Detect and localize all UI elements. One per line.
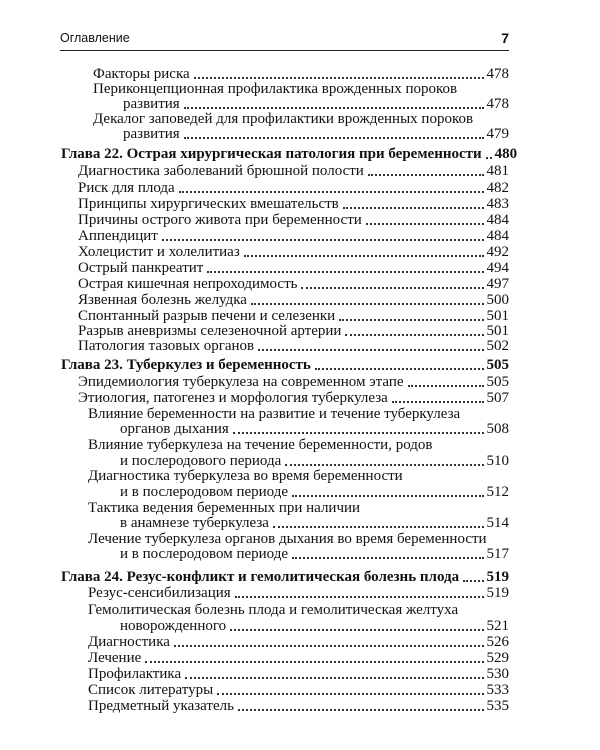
toc-entry-title: Эпидемиология туберкулеза на современном этапе xyxy=(78,374,404,390)
toc-entry-page: 519 xyxy=(486,585,509,601)
toc-entry-title: Острая кишечная непроходимость xyxy=(78,276,298,292)
toc-chapter-title: Глава 24. Резус-конфликт и гемолитическая болезнь плода xyxy=(61,569,460,585)
toc-entry-page: 494 xyxy=(486,260,509,276)
toc-entry-title: Диагностика туберкулеза во время беременности xyxy=(88,468,403,484)
toc-entry xyxy=(78,162,509,180)
toc-entry-title-continuation: в анамнезе туберкулеза xyxy=(120,515,269,531)
toc-entry xyxy=(88,697,509,715)
toc-entry-title: Лечение туберкулеза органов дыхания во время беременности xyxy=(88,531,487,547)
leader-dots xyxy=(184,136,484,139)
toc-entry-page: 512 xyxy=(486,484,509,500)
toc-entry-title: Декалог заповедей для профилактики врожденных пороков xyxy=(93,111,474,127)
toc-entry-title: Лечение xyxy=(88,650,142,666)
leader-dots xyxy=(145,660,483,663)
toc-entry-page: 484 xyxy=(486,228,509,244)
toc-entry-title-continuation: и послеродового периода xyxy=(120,453,282,469)
leader-dots xyxy=(207,270,483,273)
toc-entry-page: 492 xyxy=(486,244,509,260)
toc-entry-title-continuation: и в послеродовом периоде xyxy=(120,546,289,562)
leader-dots xyxy=(292,556,483,559)
toc-entry xyxy=(120,545,509,563)
toc-entry-page: 510 xyxy=(486,453,509,469)
leader-dots xyxy=(392,400,484,403)
toc-entry-title: Этиология, патогенез и морфология туберкулеза xyxy=(78,390,388,406)
toc-entry-title: Риск для плода xyxy=(78,180,175,196)
leader-dots xyxy=(345,333,483,336)
leader-dots xyxy=(174,644,484,647)
page-number: 7 xyxy=(501,30,509,46)
toc-entry-page: 526 xyxy=(486,634,509,650)
leader-dots xyxy=(486,156,492,159)
toc-entry-page: 500 xyxy=(486,292,509,308)
toc-entry-title: Профилактика xyxy=(88,666,182,682)
leader-dots xyxy=(194,76,484,79)
leader-dots xyxy=(233,431,484,434)
leader-dots xyxy=(292,494,483,497)
leader-dots xyxy=(408,384,484,387)
toc-entry-title: Влияние беременности на развитие и течение туберкулеза xyxy=(88,406,461,422)
toc-entry-title: Острый панкреатит xyxy=(78,260,204,276)
toc-entry-title: Периконцепционная профилактика врожденных пороков xyxy=(93,81,458,97)
toc-entry-title-continuation: органов дыхания xyxy=(120,421,229,437)
toc-entry-page: 505 xyxy=(486,357,509,373)
leader-dots xyxy=(235,595,484,598)
toc-entry-page: 507 xyxy=(486,390,509,406)
leader-dots xyxy=(179,190,484,193)
toc-chapter-entry xyxy=(61,356,509,374)
toc-entry-page: 508 xyxy=(486,421,509,437)
leader-dots xyxy=(251,302,484,305)
toc-entry-page: 530 xyxy=(486,666,509,682)
toc-entry-page: 501 xyxy=(486,308,509,324)
toc-entry-title: Факторы риска xyxy=(93,66,190,82)
leader-dots xyxy=(258,348,483,351)
toc-entry-page: 535 xyxy=(486,698,509,714)
toc-entry xyxy=(123,125,509,143)
toc-entry-page: 517 xyxy=(486,546,509,562)
leader-dots xyxy=(315,367,484,370)
toc-entry-page: 529 xyxy=(486,650,509,666)
running-header-title: Оглавление xyxy=(60,31,130,45)
leader-dots xyxy=(366,222,484,225)
toc-entry-title: Язвенная болезнь желудка xyxy=(78,292,247,308)
toc-entry-title: Гемолитическая болезнь плода и гемолитическая желтуха xyxy=(88,602,459,618)
toc-entry-title: Предметный указатель xyxy=(88,698,234,714)
leader-dots xyxy=(244,254,484,257)
toc-entry-title: Влияние туберкулеза на течение беременности, родов xyxy=(88,437,433,453)
toc-chapter-title: Глава 22. Острая хирургическая патология при беременности xyxy=(61,146,482,162)
toc-entry-title-continuation: и в послеродовом периоде xyxy=(120,484,289,500)
toc-entry-title: Причины острого живота при беременности xyxy=(78,212,362,228)
toc-entry-title: Принципы хирургических вмешательств xyxy=(78,196,339,212)
toc-entry-page: 479 xyxy=(486,126,509,142)
toc-entry-title: Патология тазовых органов xyxy=(78,338,255,354)
toc-entry-title: Список литературы xyxy=(88,682,214,698)
leader-dots xyxy=(185,676,483,679)
leader-dots xyxy=(162,238,484,241)
toc-entry-page: 497 xyxy=(486,276,509,292)
toc-entry-page: 483 xyxy=(486,196,509,212)
leader-dots xyxy=(339,318,483,321)
toc-entry-page: 533 xyxy=(486,682,509,698)
toc-entry-page: 519 xyxy=(486,569,509,585)
toc-entry-page: 478 xyxy=(486,96,509,112)
toc-entry-page: 505 xyxy=(486,374,509,390)
toc-entry-title: Резус-сенсибилизация xyxy=(88,585,231,601)
toc-entry-title-continuation: развития xyxy=(123,96,180,112)
toc-entry-page: 478 xyxy=(486,66,509,82)
toc-entry-title: Диагностика xyxy=(88,634,170,650)
toc-chapter-title: Глава 23. Туберкулез и беременность xyxy=(61,357,311,373)
toc-entry-title: Разрыв аневризмы селезеночной артерии xyxy=(78,323,342,339)
toc-chapter-entry xyxy=(61,145,518,163)
leader-dots xyxy=(273,525,484,528)
toc-entry-title: Аппендицит xyxy=(78,228,158,244)
leader-dots xyxy=(230,628,483,631)
toc-entry-page: 514 xyxy=(486,515,509,531)
toc-entry-title: Спонтанный разрыв печени и селезенки xyxy=(78,308,336,324)
toc-entry-title: Холецистит и холелитиаз xyxy=(78,244,240,260)
toc-entry-page: 501 xyxy=(486,323,509,339)
toc-entry-title-continuation: новорожденного xyxy=(120,618,227,634)
leader-dots xyxy=(184,106,484,109)
leader-dots xyxy=(301,286,483,289)
toc-entry-page: 484 xyxy=(486,212,509,228)
toc-entry-page: 502 xyxy=(486,338,509,354)
leader-dots xyxy=(368,173,484,176)
leader-dots xyxy=(343,206,484,209)
toc-entry-title-continuation: развития xyxy=(123,126,180,142)
toc-entry xyxy=(78,337,509,355)
toc-entry-page: 481 xyxy=(486,163,509,179)
toc-entry-page: 480 xyxy=(494,146,518,162)
leader-dots xyxy=(217,692,483,695)
toc-entry-title: Диагностика заболеваний брюшной полости xyxy=(78,163,364,179)
toc-entry xyxy=(88,584,509,602)
leader-dots xyxy=(463,579,483,582)
toc-entry-title: Тактика ведения беременных при наличии xyxy=(88,500,361,516)
toc-entry-page: 521 xyxy=(486,618,509,634)
leader-dots xyxy=(285,463,483,466)
leader-dots xyxy=(238,708,484,711)
toc-entry-page: 482 xyxy=(486,180,509,196)
